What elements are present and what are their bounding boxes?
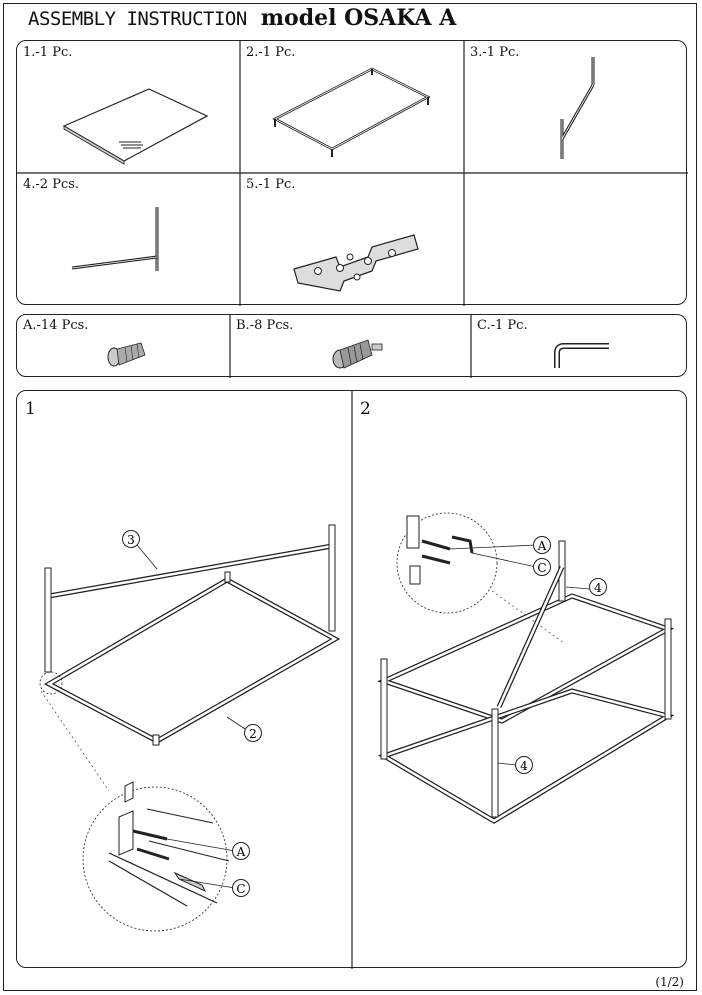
part-cell-4 [17, 173, 240, 306]
part-label-1: 1.-1 Pc. [23, 45, 73, 60]
callout-a-step1: A [236, 845, 246, 859]
part-label-3: 3.-1 Pc. [470, 45, 520, 60]
callout-2: 2 [249, 727, 257, 741]
step-number-1: 1 [25, 399, 36, 419]
hardware-label-b: B.-8 Pcs. [236, 318, 294, 333]
step-1-illustration [17, 391, 352, 969]
callout-a-step2: A [537, 539, 547, 553]
cross-plate-icon [240, 173, 464, 306]
page-title [28, 5, 456, 31]
hardware-cell-c [471, 315, 688, 378]
callout-4-top: 4 [594, 581, 602, 595]
side-leg-frame-icon [464, 41, 688, 173]
hardware-label-c: C.-1 Pc. [477, 318, 528, 333]
step-1 [17, 391, 352, 969]
part-cell-5 [240, 173, 464, 306]
part-label-5: 5.-1 Pc. [246, 177, 296, 192]
l-leg-icon [17, 173, 240, 306]
steps-panel [16, 390, 687, 968]
step-2 [352, 391, 688, 969]
hardware-cell-a [17, 315, 230, 378]
callout-c-step2: C [537, 561, 547, 575]
allen-key-icon [471, 315, 688, 378]
glass-top-icon [17, 41, 240, 173]
page-number: (1/2) [655, 975, 684, 989]
title-model: model OSAKA A [260, 5, 457, 31]
part-cell-3 [464, 41, 688, 173]
bolt-icon [17, 315, 230, 378]
barrel-nut-icon [230, 315, 471, 378]
hardware-label-a: A.-14 Pcs. [23, 318, 89, 333]
hardware-cell-b [230, 315, 471, 378]
part-cell-2 [240, 41, 464, 173]
callout-3: 3 [127, 533, 135, 547]
part-label-4: 4.-2 Pcs. [23, 177, 80, 192]
part-cell-1 [17, 41, 240, 173]
hardware-panel [16, 314, 687, 377]
step-2-illustration [352, 391, 688, 969]
part-label-2: 2.-1 Pc. [246, 45, 296, 60]
step-number-2: 2 [360, 399, 371, 419]
callout-c-step1: C [236, 882, 246, 896]
title-left: ASSEMBLY INSTRUCTION [28, 8, 247, 30]
callout-4-bottom: 4 [520, 759, 528, 773]
parts-panel [16, 40, 687, 305]
top-frame-icon [240, 41, 464, 173]
